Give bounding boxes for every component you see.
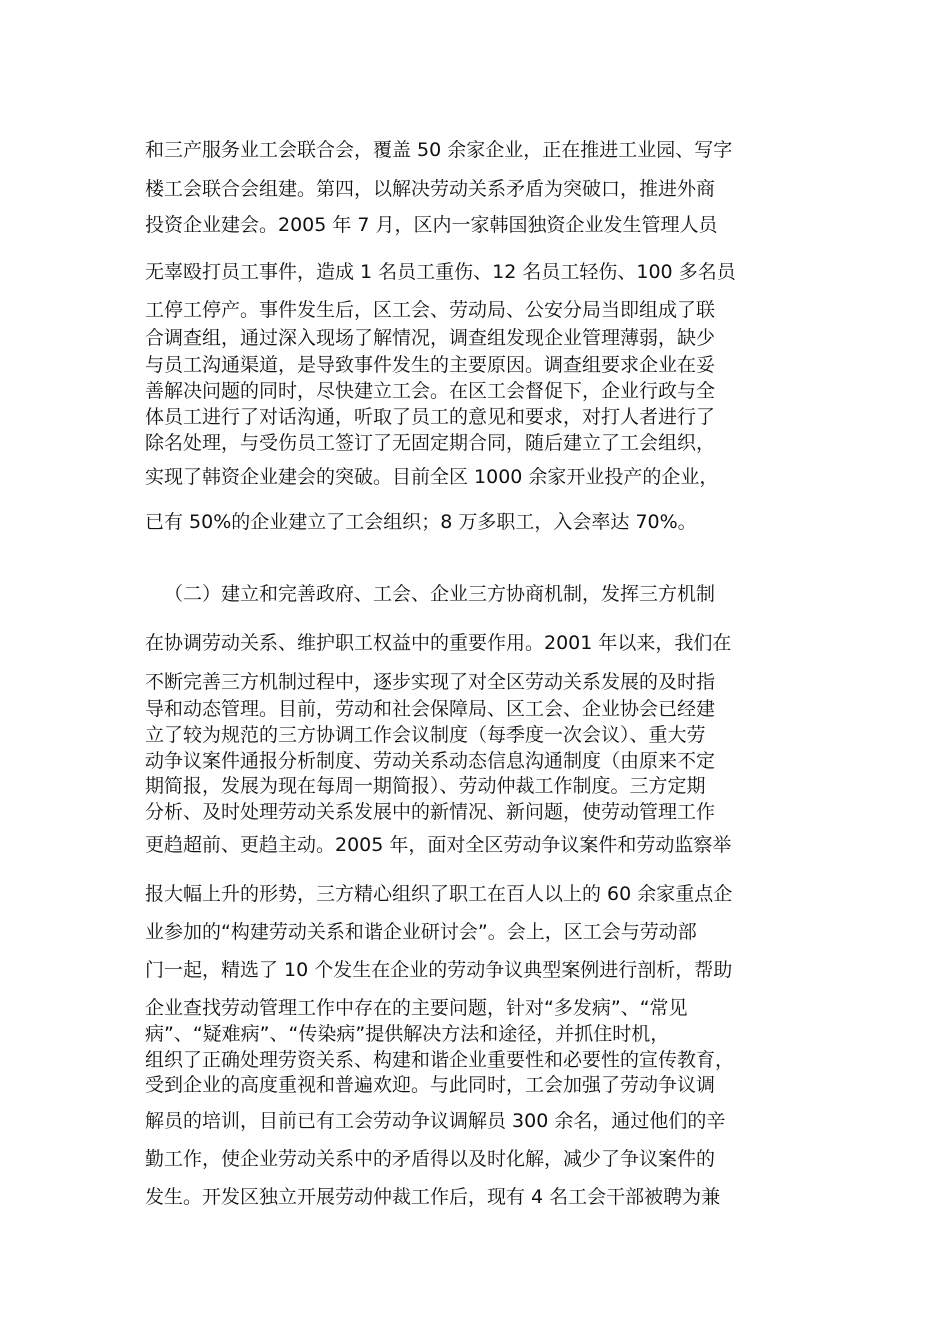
text-line: 导和动态管理。目前，劳动和社会保障局、区工会、企业协会已经建 [145, 698, 716, 720]
text-line: 和三产服务业工会联合会，覆盖 50 余家企业，正在推进工业园、写字 [145, 139, 733, 161]
text-line: 业参加的“构建劳动关系和谐企业研讨会”。会上，区工会与劳动部 [145, 921, 697, 943]
text-line: 已有 50%的企业建立了工会组织；8 万多职工，入会率达 70%。 [145, 511, 697, 533]
text-line: 在协调劳动关系、维护职工权益中的重要作用。2001 年以来，我们在 [145, 632, 732, 654]
text-line: 期简报，发展为现在每周一期简报）、劳动仲裁工作制度。三方定期 [145, 775, 706, 797]
text-line: 更趋超前、更趋主动。2005 年，面对全区劳动争议案件和劳动监察举 [145, 834, 732, 856]
text-line: 工停工停产。事件发生后，区工会、劳动局、公安分局当即组成了联 [145, 299, 716, 321]
text-line: 报大幅上升的形势，三方精心组织了职工在百人以上的 60 余家重点企 [145, 883, 733, 905]
text-line: 勤工作，使企业劳动关系中的矛盾得以及时化解，减少了争议案件的 [145, 1148, 716, 1170]
text-line: 无辜殴打员工事件，造成 1 名员工重伤、12 名员工轻伤、100 多名员 [145, 261, 736, 283]
text-line: 投资企业建会。2005 年 7 月，区内一家韩国独资企业发生管理人员 [145, 214, 718, 236]
text-line: 立了较为规范的三方协调工作会议制度（每季度一次会议）、重大劳 [145, 724, 706, 746]
text-line: 除名处理，与受伤员工签订了无固定期合同，随后建立了工会组织， [145, 432, 716, 454]
text-line: 体员工进行了对话沟通，听取了员工的意见和要求，对打人者进行了 [145, 406, 716, 428]
text-line: 解员的培训，目前已有工会劳动争议调解员 300 余名，通过他们的辛 [145, 1110, 726, 1132]
text-line: 企业查找劳动管理工作中存在的主要问题，针对“多发病”、“常见 [145, 997, 688, 1019]
text-line: 动争议案件通报分析制度、劳动关系动态信息沟通制度（由原来不定 [145, 750, 716, 772]
text-line: 受到企业的高度重视和普遍欢迎。与此同时，工会加强了劳动争议调 [145, 1074, 716, 1096]
section-heading: （二）建立和完善政府、工会、企业三方协商机制，发挥三方机制 [164, 583, 716, 605]
text-line: 与员工沟通渠道，是导致事件发生的主要原因。调查组要求企业在妥 [145, 354, 716, 376]
text-line: 合调查组，通过深入现场了解情况，调查组发现企业管理薄弱，缺少 [145, 327, 716, 349]
text-line: 分析、及时处理劳动关系发展中的新情况、新问题，使劳动管理工作 [145, 801, 716, 823]
text-line: 楼工会联合会组建。第四，以解决劳动关系矛盾为突破口，推进外商 [145, 178, 716, 200]
text-line: 发生。开发区独立开展劳动仲裁工作后，现有 4 名工会干部被聘为兼 [145, 1186, 721, 1208]
text-line: 病”、“疑难病”、“传染病”提供解决方法和途径，并抓住时机， [145, 1023, 670, 1045]
text-line: 实现了韩资企业建会的突破。目前全区 1000 余家开业投产的企业， [145, 466, 719, 488]
text-line: 不断完善三方机制过程中，逐步实现了对全区劳动关系发展的及时指 [145, 671, 716, 693]
text-line: 善解决问题的同时，尽快建立工会。在区工会督促下，企业行政与全 [145, 380, 716, 402]
text-line: 组织了正确处理劳资关系、构建和谐企业重要性和必要性的宣传教育， [145, 1049, 735, 1071]
text-line: 门一起，精选了 10 个发生在企业的劳动争议典型案例进行剖析，帮助 [145, 959, 733, 981]
